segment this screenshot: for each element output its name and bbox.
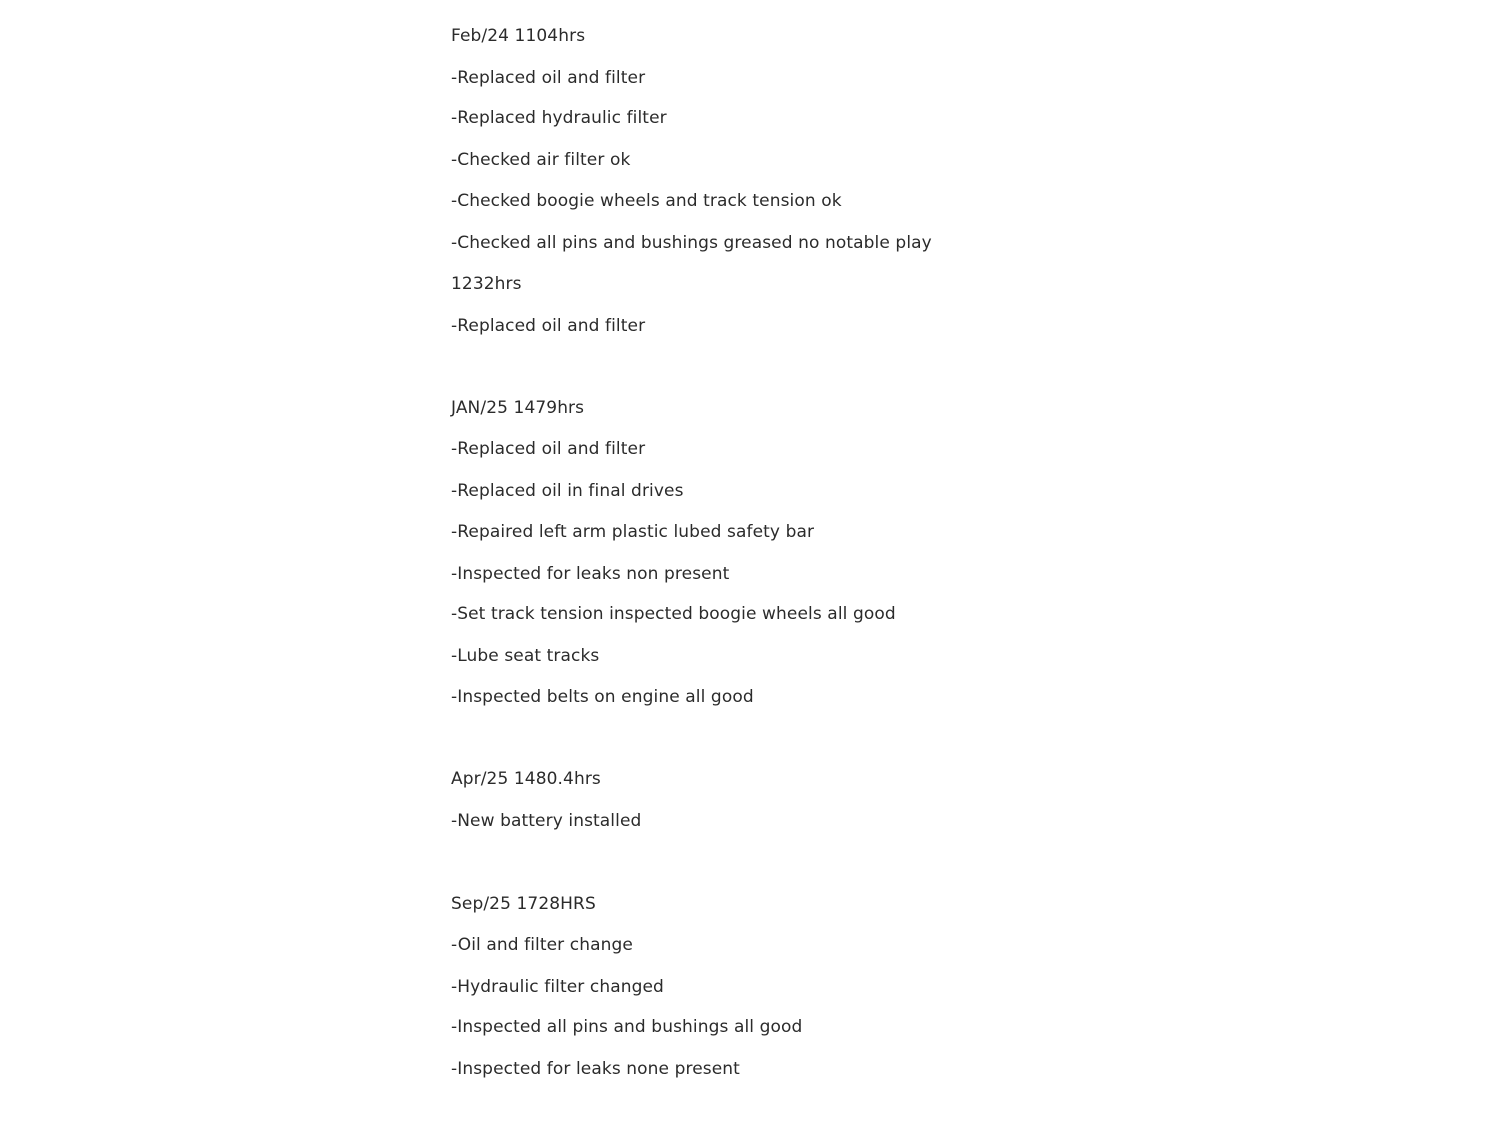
- log-item: -Lube seat tracks: [451, 646, 600, 666]
- log-item: -Replaced oil and filter: [451, 68, 646, 88]
- entry-header: 1232hrs: [451, 274, 522, 294]
- entry-header: JAN/25 1479hrs: [451, 398, 585, 418]
- entry-header: Feb/24 1104hrs: [451, 26, 586, 46]
- log-item: -Inspected for leaks none present: [451, 1059, 740, 1079]
- log-item: -Checked all pins and bushings greased no notable play: [451, 233, 932, 253]
- log-item: -Repaired left arm plastic lubed safety bar: [451, 522, 815, 542]
- log-item: -Hydraulic filter changed: [451, 977, 664, 997]
- log-item: -Replaced oil and filter: [451, 316, 646, 336]
- log-item: -Checked air filter ok: [451, 150, 631, 170]
- log-item: -Replaced oil and filter: [451, 439, 646, 459]
- log-item: -Set track tension inspected boogie wheels all good: [451, 604, 896, 624]
- log-item: -New battery installed: [451, 811, 642, 831]
- log-item: -Replaced oil in final drives: [451, 481, 684, 501]
- log-item: -Inspected belts on engine all good: [451, 687, 754, 707]
- log-item: -Inspected for leaks non present: [451, 564, 730, 584]
- entry-header: Sep/25 1728HRS: [451, 894, 596, 914]
- log-item: -Inspected all pins and bushings all good: [451, 1017, 803, 1037]
- entry-header: Apr/25 1480.4hrs: [451, 769, 601, 789]
- maintenance-log: [451, 0, 1451, 1125]
- log-item: -Oil and filter change: [451, 935, 633, 955]
- log-item: -Replaced hydraulic filter: [451, 108, 667, 128]
- log-item: -Checked boogie wheels and track tension ok: [451, 191, 842, 211]
